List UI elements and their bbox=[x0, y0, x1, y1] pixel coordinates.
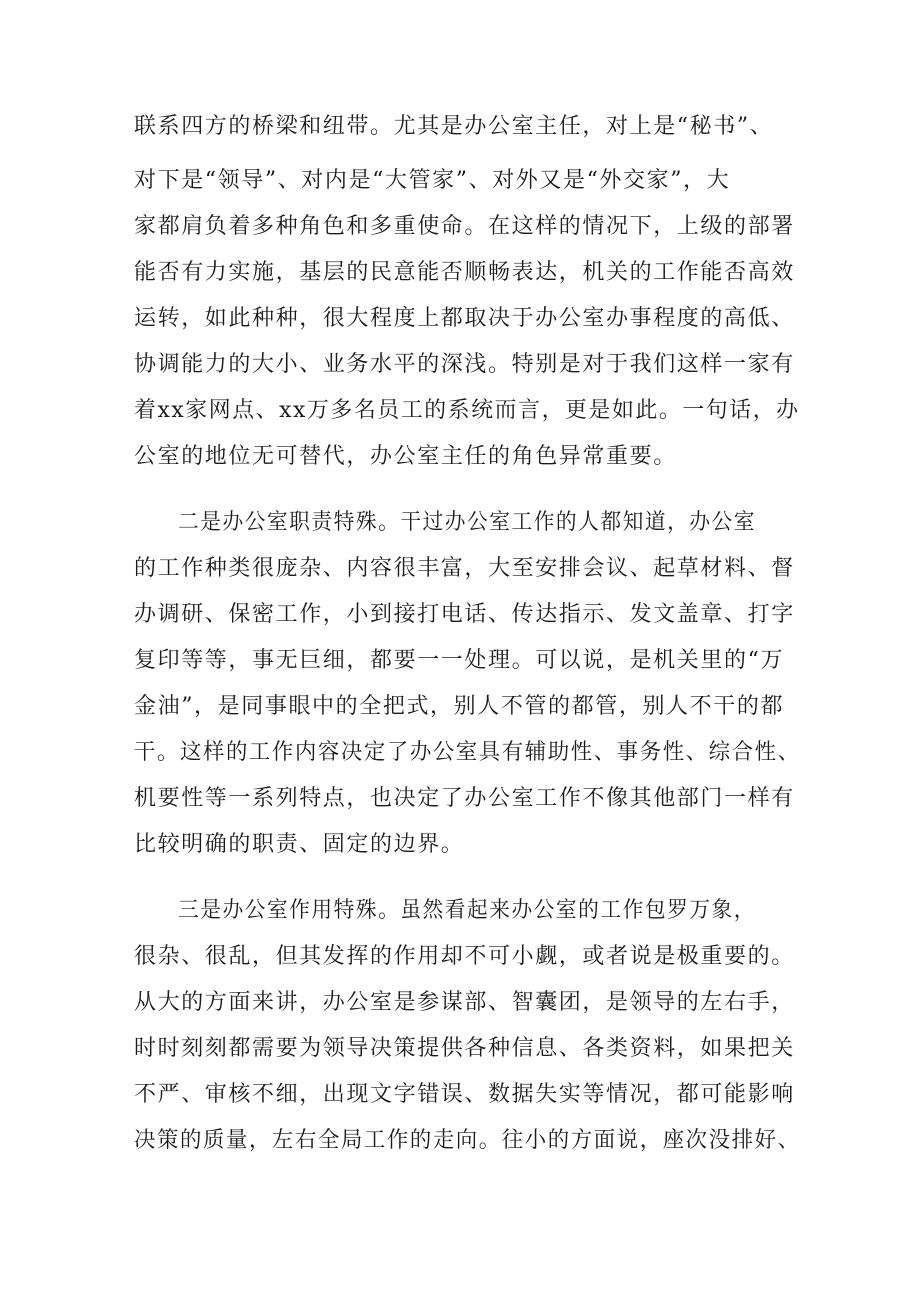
text-line: 的工作种类很庞杂、内容很丰富，大至安排会议、起草材料、督 bbox=[134, 556, 795, 581]
text-line: 着xx家网点、xx万多名员工的系统而言，更是如此。一句话，办 bbox=[134, 398, 800, 423]
text-line: 机要性等一系列特点，也决定了办公室工作不像其他部门一样有 bbox=[134, 786, 795, 811]
text-line: 办调研、保密工作，小到接打电话、传达指示、发文盖章、打字 bbox=[134, 602, 795, 627]
text-line: 公室的地位无可替代，办公室主任的角色异常重要。 bbox=[134, 444, 677, 469]
text-line: 协调能力的大小、业务水平的深浅。特别是对于我们这样一家有 bbox=[134, 352, 795, 377]
text-line: 二是办公室职责特殊。干过办公室工作的人都知道，办公室 bbox=[178, 510, 757, 535]
text-line: 金油”，是同事眼中的全把式，别人不管的都管，别人不干的都 bbox=[134, 694, 785, 719]
text-line: 比较明确的职责、固定的边界。 bbox=[134, 832, 465, 857]
text-line: 三是办公室作用特殊。虽然看起来办公室的工作包罗万象， bbox=[178, 898, 757, 923]
text-line: 时时刻刻都需要为领导决策提供各种信息、各类资料，如果把关 bbox=[134, 1036, 795, 1061]
text-line: 不严、审核不细，出现文字错误、数据失实等情况，都可能影响 bbox=[134, 1082, 795, 1107]
text-line: 对下是“领导”、对内是“大管家”、对外又是“外交家”，大 bbox=[134, 168, 731, 193]
text-line: 运转，如此种种，很大程度上都取决于办公室办事程度的高低、 bbox=[134, 306, 795, 331]
text-line: 复印等等，事无巨细，都要一一处理。可以说，是机关里的“万 bbox=[134, 648, 785, 673]
text-line: 能否有力实施，基层的民意能否顺畅表达，机关的工作能否高效 bbox=[134, 260, 795, 285]
text-line: 联系四方的桥梁和纽带。尤其是办公室主任，对上是“秘书”、 bbox=[134, 114, 774, 139]
text-line: 干。这样的工作内容决定了办公室具有辅助性、事务性、综合性、 bbox=[134, 740, 801, 765]
text-line: 家都肩负着多种角色和多重使命。在这样的情况下，上级的部署 bbox=[134, 214, 795, 239]
text-line: 决策的质量，左右全局工作的走向。往小的方面说，座次没排好、 bbox=[134, 1128, 801, 1153]
text-line: 很杂、很乱，但其发挥的作用却不可小觑，或者说是极重要的。 bbox=[134, 944, 795, 969]
text-line: 从大的方面来讲，办公室是参谋部、智囊团，是领导的左右手， bbox=[134, 990, 795, 1015]
